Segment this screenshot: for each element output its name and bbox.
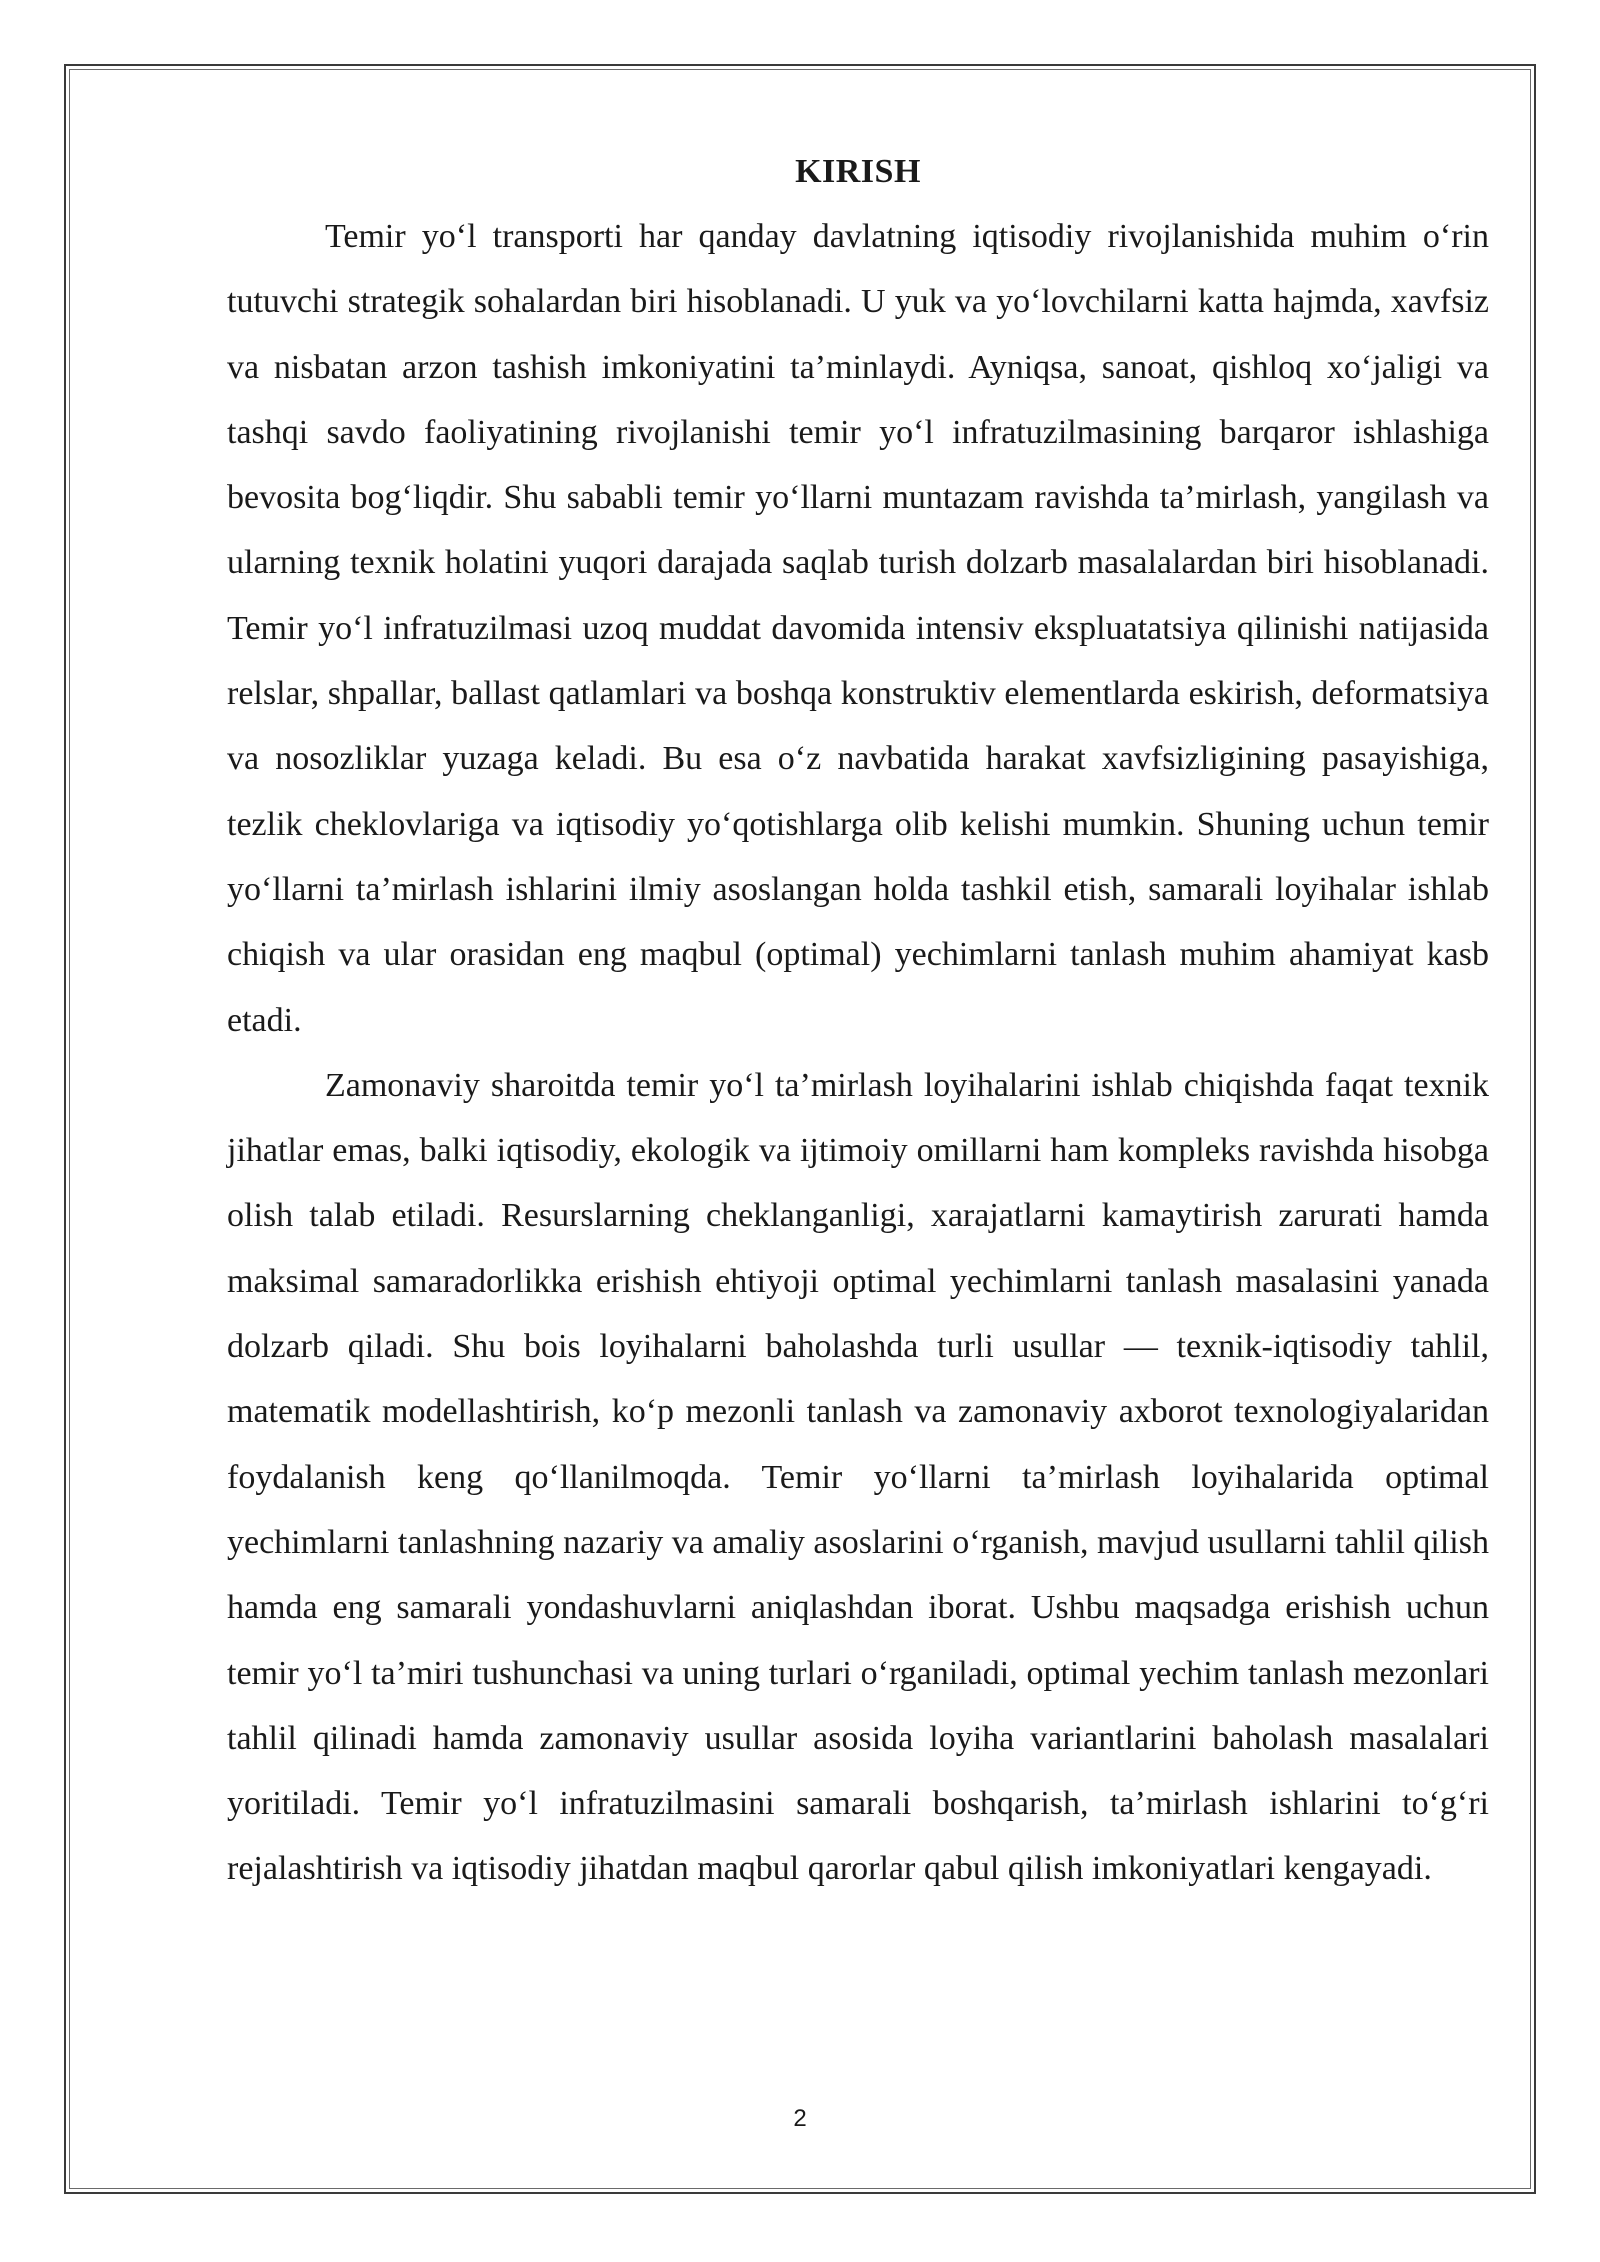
- paragraph-1: Temir yo‘l transporti har qanday davlatning iqtisodiy rivojlanishida muhim o‘rin tutuvchi strategik sohalardan biri hisoblanadi. U yuk va yo‘lovchilarni katta hajmda, xavfsiz va nisbatan arzon tashish imkoniyatini ta’minlaydi. Ayniqsa, sanoat, qishloq xo‘jaligi va tashqi savdo faoliyatining rivojlanishi temir yo‘l infratuzilmasining barqaror ishlashiga bevosita bog‘liqdir. Shu sababli temir yo‘llarni muntazam ravishda ta’mirlash, yangilash va ularning texnik holatini yuqori darajada saqlab turish dolzarb masalalardan biri hisoblanadi. Temir yo‘l infratuzilmasi uzoq muddat davomida intensiv ekspluatatsiya qilinishi natijasida relslar, shpallar, ballast qatlamlari va boshqa konstruktiv elementlarda eskirish, deformatsiya va nosozliklar yuzaga keladi. Bu esa o‘z navbatida harakat xavfsizligining pasayishiga, tezlik cheklovlariga va iqtisodiy yo‘qotishlarga olib kelishi mumkin. Shuning uchun temir yo‘llarni ta’mirlash ishlarini ilmiy asoslangan holda tashkil etish, samarali loyihalar ishlab chiqish va ular orasidan eng maqbul (optimal) yechimlarni tanlash muhim ahamiyat kasb etadi.: [227, 218, 1489, 1039]
- page-number: 2: [793, 2105, 807, 2132]
- document-body: [227, 140, 1489, 1902]
- section-title: KIRISH: [795, 153, 921, 190]
- paragraph-2: Zamonaviy sharoitda temir yo‘l ta’mirlash loyihalarini ishlab chiqishda faqat texnik jihatlar emas, balki iqtisodiy, ekologik va ijtimoiy omillarni ham kompleks ravishda hisobga olish talab etiladi. Resurslarning cheklanganligi, xarajatlarni kamaytirish zarurati hamda maksimal samaradorlikka erishish ehtiyoji optimal yechimlarni tanlash masalasini yanada dolzarb qiladi. Shu bois loyihalarni baholashda turli usullar — texnik-iqtisodiy tahlil, matematik modellashtirish, ko‘p mezonli tanlash va zamonaviy axborot texnologiyalaridan foydalanish keng qo‘llanilmoqda. Temir yo‘llarni ta’mirlash loyihalarida optimal yechimlarni tanlashning nazariy va amaliy asoslarini o‘rganish, mavjud usullarni tahlil qilish hamda eng samarali yondashuvlarni aniqlashdan iborat. Ushbu maqsadga erishish uchun temir yo‘l ta’miri tushunchasi va uning turlari o‘rganiladi, optimal yechim tanlash mezonlari tahlil qilinadi hamda zamonaviy usullar asosida loyiha variantlarini baholash masalalari yoritiladi. Temir yo‘l infratuzilmasini samarali boshqarish, ta’mirlash ishlarini to‘g‘ri rejalashtirish va iqtisodiy jihatdan maqbul qarorlar qabul qilish imkoniyatlari kengayadi.: [227, 1066, 1489, 1888]
